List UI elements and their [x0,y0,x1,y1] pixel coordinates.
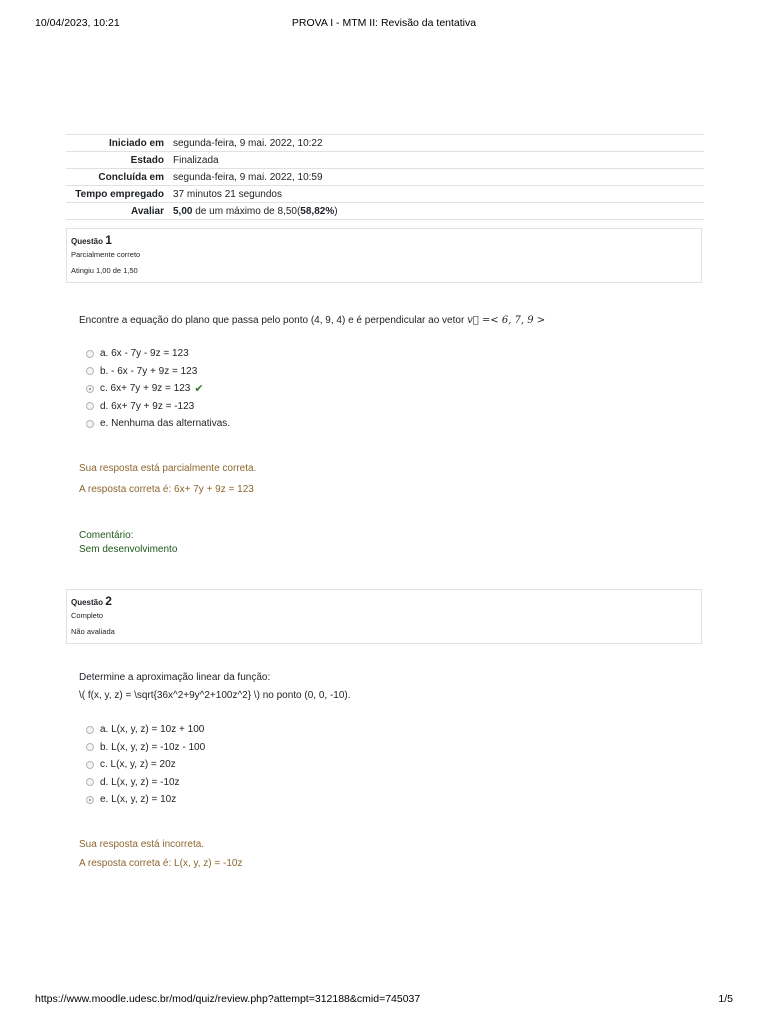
question-1-text [79,313,545,329]
summary-value: segunda-feira, 9 mai. 2022, 10:59 [173,171,323,183]
summary-label: Tempo empregado [75,188,164,200]
question-formula: \( f(x, y, z) = \sqrt{36x^2+9y^2+100z^2} \) no ponto (0, 0, -10). [79,690,351,701]
comment-text: Sem desenvolvimento [79,544,178,555]
summary-row-completed [66,169,704,186]
print-footer [35,993,733,1007]
summary-row-started [66,135,704,152]
summary-row-time [66,186,704,203]
question-number-value: 1 [105,233,112,247]
answer-option-e[interactable] [86,791,205,809]
question-1-info [66,228,702,283]
print-title: PROVA I - MTM II: Revisão da tentativa [291,17,477,29]
answer-option-c[interactable] [86,756,205,774]
answer-option-d[interactable] [86,398,230,416]
question-state: Parcialmente correto [71,250,141,259]
print-page-number: 1/5 [718,993,733,1005]
summary-label: Iniciado em [108,137,164,149]
answer-label: e. Nenhuma das alternativas. [100,418,231,430]
grade-percent: 58,82% [300,205,335,217]
answer-option-d[interactable] [86,774,205,792]
question-number [71,233,701,247]
grade-score: 5,00 [173,205,193,217]
question-2-answers [86,721,205,809]
answer-label: d. L(x, y, z) = -10z [100,776,180,788]
answer-label: b. L(x, y, z) = -10z - 100 [100,741,206,753]
radio-button[interactable] [86,761,94,769]
question-2-text [79,669,351,705]
print-url: https://www.moodle.udesc.br/mod/quiz/review.php?attempt=312188&cmid=745037 [35,993,421,1005]
vector-expression: v⃗ =< 6, 7, 9 > [467,315,546,326]
radio-button[interactable] [86,350,94,358]
answer-option-c[interactable] [86,380,230,398]
summary-value: 37 minutos 21 segundos [173,188,282,200]
question-2-right-answer: A resposta correta é: L(x, y, z) = -10z [79,858,243,869]
grade-close: ) [334,205,338,217]
question-label: Questão [71,598,104,607]
answer-label: a. 6x - 7y - 9z = 123 [100,348,189,360]
radio-button[interactable] [86,367,94,375]
summary-value: Finalizada [173,154,219,166]
question-grade: Atingiu 1,00 de 1,50 [71,266,138,275]
grade-mid: de um máximo de 8,50( [192,205,301,217]
question-label: Questão [71,237,104,246]
question-2-feedback: Sua resposta está incorreta. [79,839,205,850]
answer-option-e[interactable] [86,415,230,433]
attempt-summary-table [66,134,704,220]
question-number [71,594,701,608]
answer-option-b[interactable] [86,739,205,757]
summary-row-grade [66,203,704,220]
answer-label: a. L(x, y, z) = 10z + 100 [100,724,205,736]
check-icon: ✔ [194,383,204,396]
question-grade: Não avaliada [71,627,115,636]
print-header [35,17,733,31]
summary-label: Estado [130,154,164,166]
question-state: Completo [71,611,104,620]
question-text: Encontre a equação do plano que passa pelo ponto (4, 9, 4) e é perpendicular ao vetor [79,315,465,326]
question-text: Determine a aproximação linear da função: [79,672,271,683]
question-1-feedback: Sua resposta está parcialmente correta. [79,463,257,474]
question-1-answers [86,345,230,433]
answer-option-a[interactable] [86,721,205,739]
summary-row-state [66,152,704,169]
answer-label: d. 6x+ 7y + 9z = -123 [100,400,195,412]
radio-button[interactable] [86,743,94,751]
answer-option-b[interactable] [86,363,230,381]
summary-value [173,203,704,220]
question-number-value: 2 [105,594,112,608]
answer-label: b. - 6x - 7y + 9z = 123 [100,365,198,377]
question-1-right-answer: A resposta correta é: 6x+ 7y + 9z = 123 [79,484,254,495]
answer-option-a[interactable] [86,345,230,363]
summary-value: segunda-feira, 9 mai. 2022, 10:22 [173,137,323,149]
question-2-info [66,589,702,644]
print-date: 10/04/2023, 10:21 [35,17,120,29]
radio-button[interactable] [86,778,94,786]
answer-label: c. L(x, y, z) = 20z [100,759,176,771]
radio-button-selected[interactable] [86,385,94,393]
radio-button[interactable] [86,402,94,410]
radio-button[interactable] [86,726,94,734]
answer-label: e. L(x, y, z) = 10z [100,794,177,806]
summary-label: Concluída em [98,171,164,183]
radio-button[interactable] [86,420,94,428]
question-1-comment [79,529,177,557]
answer-label: c. 6x+ 7y + 9z = 123 [100,383,191,395]
radio-button-selected[interactable] [86,796,94,804]
comment-label: Comentário: [79,530,134,541]
summary-label: Avaliar [131,205,164,217]
